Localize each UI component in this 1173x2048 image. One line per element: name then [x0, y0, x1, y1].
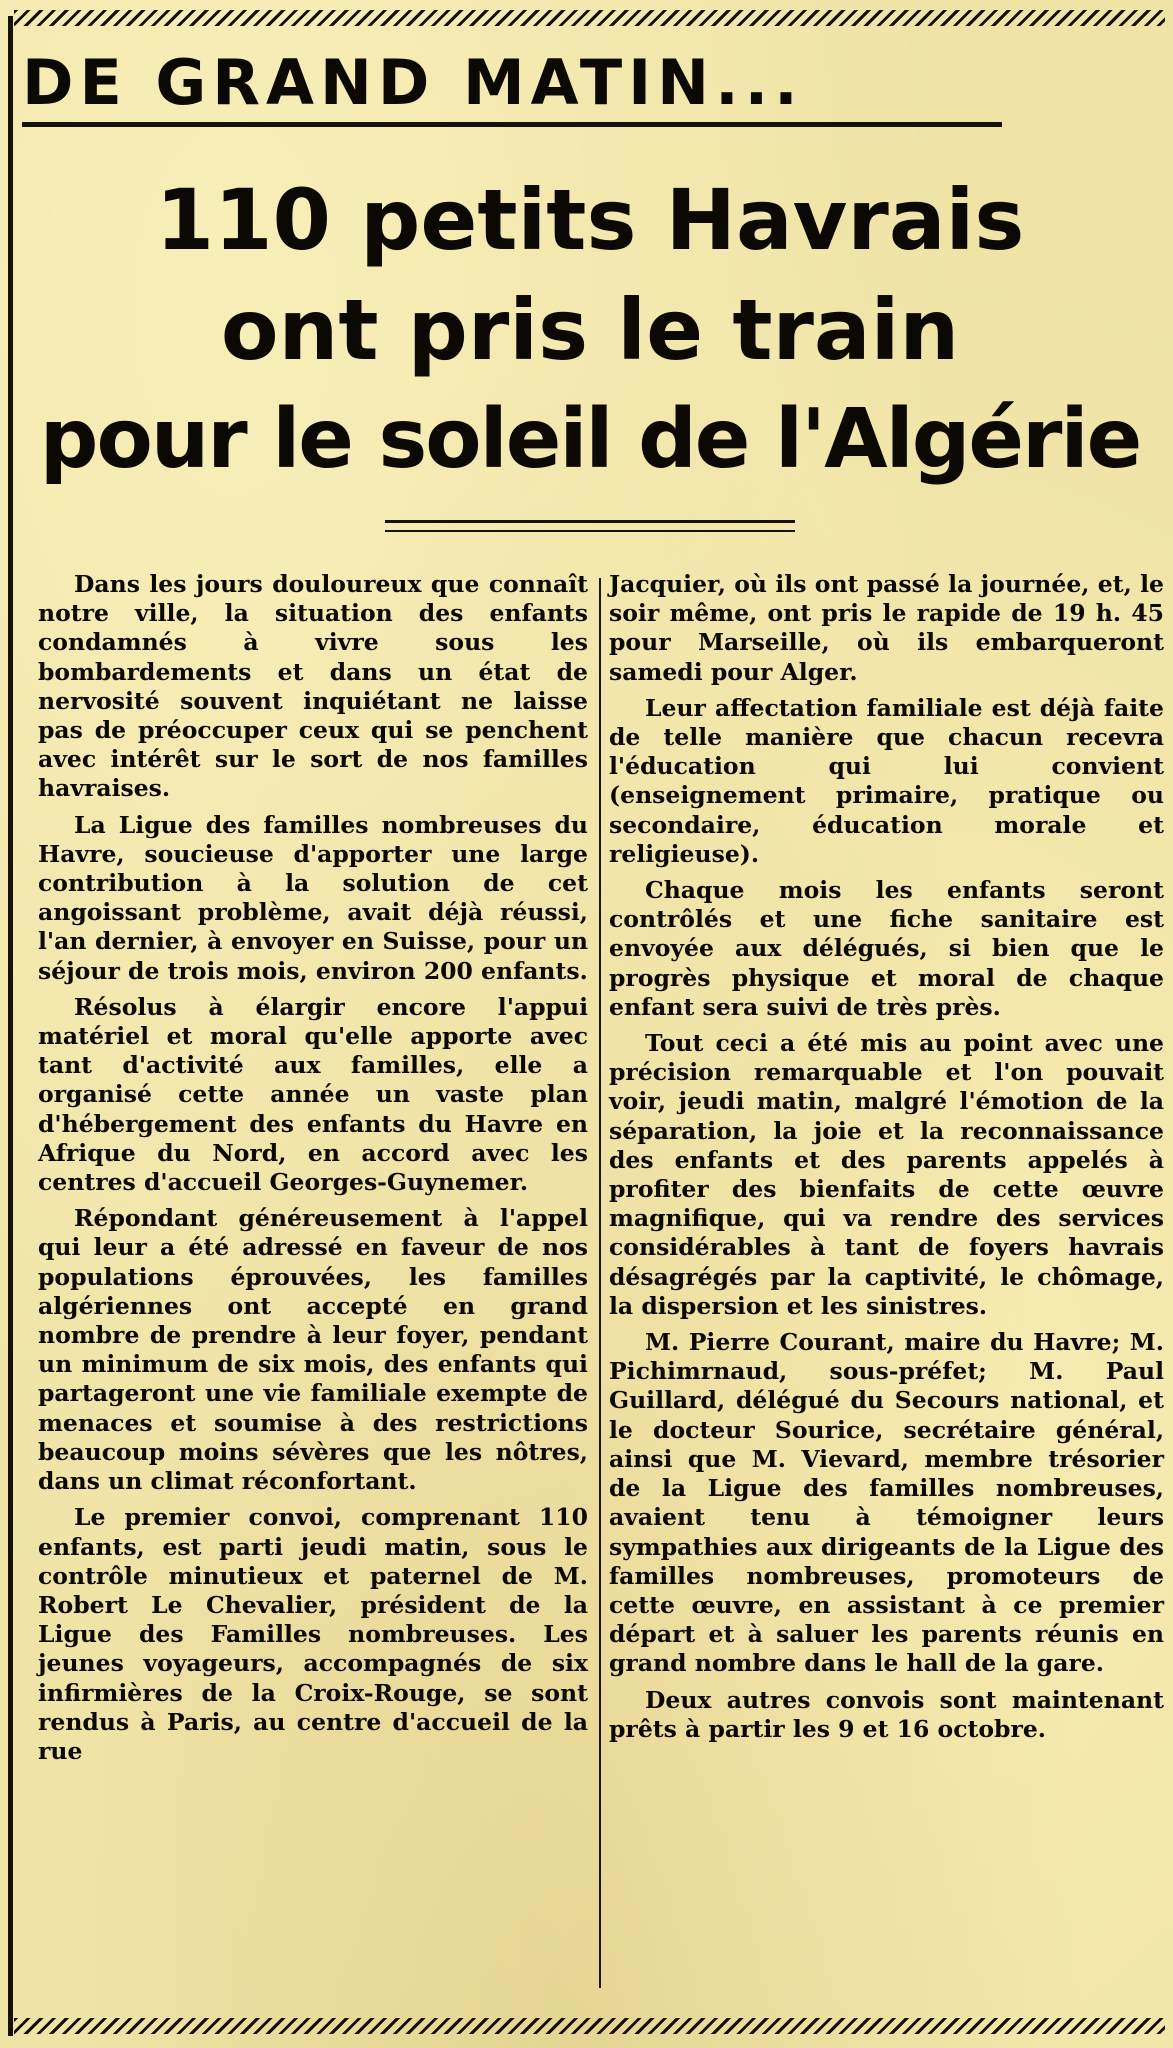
right-paragraph: M. Pierre Courant, maire du Havre; M. Pichimrnaud, sous-préfet; M. Paul Guillard, délégué du Secours national, et le docteur Sourice, secrétaire général, ainsi que M. Vievard, membre trésorier de la Ligue des familles nombreuses, avaient tenu à témoigner leurs sympathies aux dirigeants de la Ligue des familles nombreuses, promoteurs de cette œuvre, en assistant à ce premier départ et à saluer les parents réunis en grand nombre dans le hall de la gare.: [609, 1328, 1164, 1678]
kicker-underline: [22, 122, 1002, 127]
top-ornamental-border: [14, 10, 1165, 26]
left-paragraph: La Ligue des familles nombreuses du Havre, soucieuse d'apporter une large contribution à la solution de cet angoissant problème, avait déjà réussi, l'an dernier, à envoyer en Suisse, pour un séjour de trois mois, environ 200 enfants.: [38, 810, 588, 985]
left-column-rule: [8, 16, 13, 2036]
column-divider: [599, 578, 601, 1988]
left-paragraph: Résolus à élargir encore l'appui matériel et moral qu'elle apporte avec tant d'activité aux familles, elle a organisé cette année un vaste plan d'hébergement des enfants du Havre en Afrique du Nord, en accord avec les centres d'accueil Georges-Guynemer.: [38, 992, 588, 1197]
left-paragraph: Répondant généreusement à l'appel qui leur a été adressé en faveur de nos populations éprouvées, les familles algériennes ont accepté en grand nombre de prendre à leur foyer, pendant un minimum de six mois, des enfants qui partageront une vie familiale exempte de menaces et soumise à des restrictions beaucoup moins sévères que les nôtres, dans un climat réconfortant.: [38, 1204, 588, 1496]
right-paragraph: Deux autres convois sont maintenant prêts à partir les 9 et 16 octobre.: [609, 1685, 1164, 1743]
headline-rule-thin: [385, 530, 795, 532]
headline: [20, 165, 1160, 495]
section-kicker: DE GRAND MATIN...: [22, 46, 804, 119]
article-right-column: [609, 570, 1164, 1751]
right-paragraph: Leur affectation familiale est déjà faite de telle manière que chacun recevra l'éducation qui lui convient (enseignement primaire, pratique ou secondaire, éducation morale et religieuse).: [609, 693, 1164, 868]
right-paragraph-continued: Jacquier, où ils ont passé la journée, et, le soir même, ont pris le rapide de 19 h. 45 pour Marseille, où ils embarqueront samedi pour Alger.: [609, 570, 1164, 686]
right-paragraph: Chaque mois les enfants seront contrôlés et une fiche sanitaire est envoyée aux délégués, si bien que le progrès physique et moral de chaque enfant sera suivi de très près.: [609, 876, 1164, 1021]
article-left-column: [38, 570, 588, 1773]
bottom-ornamental-border: [14, 2018, 1165, 2034]
headline-line-2: ont pris le train: [220, 281, 960, 379]
headline-rule: [385, 520, 795, 523]
headline-line-1: 110 petits Havrais: [155, 171, 1025, 269]
headline-line-3: pour le soleil de l'Algérie: [39, 392, 1141, 487]
right-paragraph: Tout ceci a été mis au point avec une précision remarquable et l'on pouvait voir, jeudi matin, malgré l'émotion de la séparation, la joie et la reconnaissance des enfants et des parents appelés à profiter des bienfaits de cette œuvre magnifique, qui va rendre des services considérables à tant de foyers havrais désagrégés par la captivité, le chômage, la dispersion et les sinistres.: [609, 1029, 1164, 1320]
left-paragraph: Le premier convoi, comprenant 110 enfants, est parti jeudi matin, sous le contrôle minutieux et paternel de M. Robert Le Chevalier, président de la Ligue des Familles nombreuses. Les jeunes voyageurs, accompagnés de six infirmières de la Croix-Rouge, se sont rendus à Paris, au centre d'accueil de la rue: [38, 1503, 588, 1765]
left-paragraph: Dans les jours douloureux que connaît notre ville, la situation des enfants condamnés à vivre sous les bombardements et dans un état de nervosité souvent inquiétant ne laisse pas de préoccuper ceux qui se penchent avec intérêt sur le sort de nos familles havraises.: [38, 570, 588, 803]
